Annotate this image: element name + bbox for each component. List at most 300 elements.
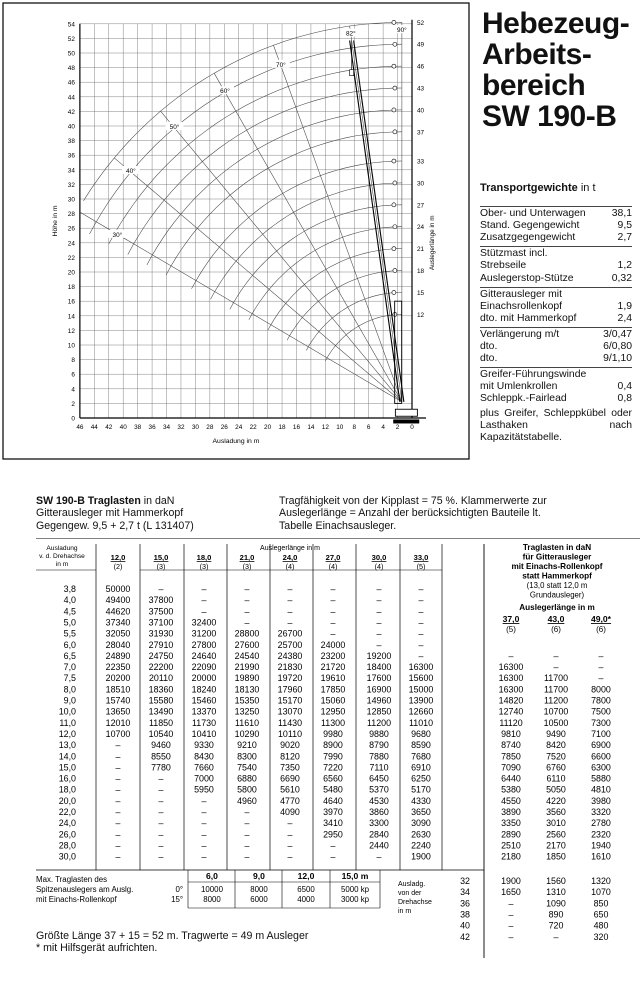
- ext-load-cell: –: [508, 920, 514, 931]
- y-tick-label: 46: [67, 79, 75, 87]
- weight-label: dto.: [480, 353, 498, 365]
- load-cell: 19720: [277, 673, 303, 684]
- right-load-cell: 7500: [591, 706, 611, 717]
- ext-load-cell: 480: [593, 920, 609, 931]
- load-cell: –: [418, 628, 424, 639]
- right-load-cell: 3560: [546, 807, 566, 817]
- right-load-cell: 11120: [499, 717, 523, 728]
- y-tick-label: 22: [67, 254, 75, 262]
- weight-label: Ober- und Unterwagen: [480, 208, 586, 220]
- weight-label: Strebseile: [480, 260, 527, 272]
- weight-value: 9/1,10: [603, 353, 632, 365]
- footer-line: * mit Hilfsgerät aufrichten.: [36, 942, 158, 954]
- load-cell: 10290: [234, 728, 260, 739]
- load-cell: 11850: [148, 717, 174, 728]
- ext-load-cell: 1560: [546, 876, 566, 886]
- right-load-cell: 2890: [501, 829, 521, 840]
- y-tick-label: 20: [67, 269, 75, 277]
- ext-load-cell: 320: [593, 931, 609, 942]
- load-cell: –: [201, 606, 207, 617]
- x-tick-label: 4: [381, 424, 385, 431]
- load-cell: 8900: [323, 740, 343, 751]
- load-cell: 10700: [105, 728, 131, 739]
- load-cell: 7880: [369, 751, 389, 762]
- load-cell: 3970: [323, 807, 343, 817]
- load-cell: 3090: [411, 818, 431, 829]
- load-cell: 13490: [148, 706, 174, 717]
- right-header-line: Grundausleger): [529, 590, 585, 600]
- right-load-cell: 7800: [591, 695, 611, 706]
- load-cell: 9210: [237, 740, 257, 751]
- y-tick-label: 30: [67, 196, 75, 204]
- ext-load-cell: 1650: [501, 887, 521, 898]
- right-load-cell: –: [508, 650, 514, 661]
- load-cell: 15580: [148, 695, 174, 706]
- load-cell: –: [158, 818, 164, 829]
- note-line: Auslegerlänge = Anzahl der berücksichtigten Bauteile lt.: [279, 507, 541, 520]
- jib-load-cell: 10000: [201, 885, 223, 894]
- jib-angle: 15°: [171, 895, 183, 904]
- load-cell: 5170: [411, 784, 431, 795]
- load-cell: –: [115, 829, 121, 840]
- radius-value: 18,0: [58, 784, 76, 795]
- jib-load-cell: 6000: [250, 895, 268, 904]
- load-cell: –: [115, 784, 121, 795]
- right-load-cell: 7090: [501, 762, 521, 773]
- boom-parts-col: (5): [416, 562, 426, 571]
- radius-value: 14,0: [58, 751, 76, 762]
- load-cell: 20000: [191, 673, 217, 684]
- right-boom-col: 49,0*: [590, 614, 612, 624]
- weight-value: 0,8: [617, 393, 632, 405]
- load-cell: 25700: [277, 639, 303, 650]
- radius-header: in m: [55, 561, 69, 568]
- load-cell: –: [287, 595, 293, 606]
- load-cell: –: [244, 840, 250, 851]
- load-cell: 13250: [234, 706, 260, 717]
- load-cell: –: [158, 795, 164, 806]
- weight-row: [480, 329, 632, 341]
- load-cell: –: [158, 840, 164, 851]
- hook-block: [350, 70, 354, 76]
- boom-marker: [392, 290, 396, 294]
- load-cell: 9020: [280, 740, 300, 751]
- ext-load-cell: 650: [593, 909, 609, 920]
- x-tick-label: 38: [134, 424, 142, 431]
- jib-length-head: 12,0: [297, 871, 315, 881]
- load-cell: 3300: [369, 818, 389, 829]
- load-table-counterweight: Gegengew. 9,5 + 2,7 t (L 131407): [36, 519, 194, 532]
- boom-length-col: 27,0: [325, 553, 341, 562]
- boom-length-col: 30,0: [371, 553, 387, 562]
- load-cell: 7350: [280, 762, 300, 773]
- boom-marker: [393, 269, 397, 273]
- load-cell: –: [115, 773, 121, 784]
- boom-marker: [392, 159, 396, 163]
- boom-parts-col: (3): [156, 562, 166, 571]
- weight-label: dto. mit Hammerkopf: [480, 312, 577, 324]
- load-cell: 7780: [151, 762, 171, 773]
- y-tick-label: 24: [67, 240, 75, 248]
- load-cell: 19610: [320, 673, 346, 684]
- jib-load-cell: 5000 kp: [340, 885, 370, 894]
- boom-marker: [392, 108, 396, 112]
- load-cell: 5610: [280, 784, 300, 795]
- title-line: Arbeits-: [482, 38, 592, 71]
- load-cell: 15170: [277, 695, 303, 706]
- load-cell: –: [244, 807, 250, 817]
- y-tick-label: 10: [67, 342, 75, 350]
- load-cell: 1900: [411, 851, 431, 862]
- crane-tracks: [393, 419, 419, 423]
- load-cell: 2840: [369, 829, 389, 840]
- load-cell: –: [376, 639, 382, 650]
- load-cell: 20200: [105, 673, 131, 684]
- right-header-line: mit Einachs-Rollenkopf: [511, 562, 603, 571]
- angle-line: [214, 73, 402, 402]
- load-cell: –: [330, 606, 336, 617]
- load-cell: –: [158, 584, 164, 594]
- load-cell: –: [376, 584, 382, 594]
- load-cell: –: [201, 829, 207, 840]
- ext-load-cell: 1070: [591, 887, 611, 898]
- ext-radius-label: Drehachse: [398, 899, 432, 906]
- weight-label: Stand. Gegengewicht: [480, 220, 580, 232]
- load-cell: 6560: [323, 773, 343, 784]
- load-cell: 20110: [148, 673, 174, 684]
- load-cell: 11610: [234, 717, 260, 728]
- right-parts-col: (6): [551, 625, 561, 634]
- right-load-cell: 6900: [591, 740, 611, 751]
- right-load-cell: 6300: [591, 762, 611, 773]
- load-cell: 32400: [191, 617, 217, 628]
- radius-value: 24,0: [58, 818, 76, 829]
- jib-load-cell: 3000 kp: [340, 895, 370, 904]
- x-tick-label: 34: [162, 424, 171, 431]
- load-cell: –: [287, 829, 293, 840]
- load-cell: 4330: [411, 795, 431, 806]
- load-cell: 9330: [194, 740, 214, 751]
- load-cell: 5370: [369, 784, 389, 795]
- boom-length-label: 52: [417, 19, 425, 27]
- right-load-cell: 11700: [543, 673, 569, 684]
- boom-marker: [393, 86, 397, 90]
- boom-arc: [147, 110, 402, 265]
- ext-radius-value: 38: [460, 909, 470, 920]
- load-cell: 24380: [277, 650, 303, 661]
- jib-label-line: mit Einachs-Rollenkopf: [36, 895, 117, 904]
- right-load-cell: 10500: [543, 717, 569, 728]
- weight-group: [480, 367, 632, 407]
- load-cell: –: [115, 795, 121, 806]
- y-tick-label: 2: [71, 400, 75, 408]
- load-cell: 4640: [323, 795, 343, 806]
- load-cell: 50000: [105, 584, 131, 594]
- jib-load-cell: 8000: [203, 895, 221, 904]
- load-cell: 17960: [277, 684, 303, 695]
- y-tick-label: 34: [67, 167, 75, 175]
- weight-label: dto.: [480, 341, 498, 353]
- x-tick-label: 14: [307, 424, 315, 431]
- load-cell: 7110: [369, 762, 389, 773]
- load-cell: 22090: [191, 662, 217, 673]
- load-cell: 6250: [411, 773, 431, 784]
- right-load-cell: 2170: [546, 840, 566, 851]
- load-cell: 10540: [148, 728, 174, 739]
- load-cell: 18400: [366, 662, 392, 673]
- load-cell: –: [418, 606, 424, 617]
- boom-length-label: 49: [417, 41, 425, 49]
- load-cell: 21720: [320, 662, 346, 673]
- boom-length-label: 12: [417, 311, 425, 319]
- angle-label: 40°: [126, 168, 136, 176]
- boom-parts-col: (3): [199, 562, 209, 571]
- boom-marker: [393, 130, 397, 134]
- load-cell: 24890: [105, 650, 131, 661]
- load-cell: 44620: [105, 606, 131, 617]
- right-load-cell: –: [553, 650, 559, 661]
- load-cell: 4090: [280, 807, 300, 817]
- weight-label: Stützmast incl.: [480, 248, 548, 260]
- x-tick-label: 32: [177, 424, 185, 431]
- load-cell: 17850: [320, 684, 346, 695]
- y-tick-label: 42: [67, 108, 75, 116]
- weight-row: [480, 353, 632, 365]
- x-tick-label: 24: [235, 424, 243, 431]
- jib-label-line: Spitzenauslegers am Auslg.: [36, 885, 134, 894]
- title-line: bereich: [482, 69, 586, 102]
- load-cell: 15000: [408, 684, 434, 695]
- radius-value: 8,0: [63, 684, 76, 695]
- boom-parts-col: (3): [242, 562, 252, 571]
- load-cell: 22200: [148, 662, 174, 673]
- weight-row: [480, 232, 632, 244]
- load-cell: 6690: [280, 773, 300, 784]
- y-tick-label: 14: [67, 313, 75, 321]
- load-table-unit: in daN: [143, 495, 175, 507]
- angle-label: 60°: [220, 88, 230, 96]
- y-tick-label: 38: [67, 138, 75, 146]
- boom-length-label: 30: [417, 180, 425, 188]
- load-cell: 37800: [148, 595, 174, 606]
- load-cell: 15060: [320, 695, 346, 706]
- right-load-cell: 2560: [546, 829, 566, 840]
- load-cell: 13070: [277, 706, 303, 717]
- load-cell: 5950: [194, 784, 214, 795]
- x-tick-label: 22: [249, 424, 257, 431]
- load-cell: 15740: [105, 695, 131, 706]
- weight-row: [480, 289, 632, 301]
- y-tick-label: 48: [67, 65, 75, 73]
- load-cell: –: [287, 606, 293, 617]
- right-load-cell: 7300: [591, 717, 611, 728]
- weight-label: mit Umlenkrollen: [480, 381, 558, 393]
- load-cell: 2630: [411, 829, 431, 840]
- load-cell: –: [115, 840, 121, 851]
- load-cell: 4960: [237, 795, 257, 806]
- load-cell: 19200: [366, 650, 392, 661]
- weight-value: 3/0,47: [603, 328, 632, 340]
- load-cell: –: [244, 818, 250, 829]
- load-cell: –: [244, 617, 250, 628]
- load-cell: 27600: [234, 639, 260, 650]
- right-parts-col: (5): [506, 625, 516, 634]
- load-cell: 27910: [148, 639, 174, 650]
- angle-label: 50°: [169, 123, 180, 131]
- load-cell: 11200: [366, 717, 392, 728]
- boom-parts-col: (4): [374, 562, 384, 571]
- load-cell: –: [244, 851, 250, 862]
- radius-value: 9,0: [63, 695, 76, 706]
- boom-marker: [392, 20, 396, 24]
- note-line: Tabelle Einachsausleger.: [279, 519, 397, 532]
- right-load-cell: 16300: [498, 662, 524, 673]
- weight-group: [480, 287, 632, 327]
- right-load-cell: –: [598, 673, 604, 684]
- load-cell: –: [158, 773, 164, 784]
- load-cell: –: [376, 606, 382, 617]
- load-cell: 26700: [277, 628, 303, 639]
- boom-length-label: 37: [417, 129, 425, 137]
- load-cell: 5800: [237, 784, 257, 795]
- load-cell: 37340: [105, 617, 131, 628]
- boom-length-label: 43: [417, 85, 425, 93]
- right-header-line: (13,0 statt 12,0 m: [526, 581, 588, 590]
- load-cell: –: [376, 617, 382, 628]
- boom-marker: [392, 203, 396, 207]
- ext-load-cell: 1090: [546, 898, 566, 909]
- load-cell: 18360: [148, 684, 174, 695]
- weight-label: Verlängerung m/t: [480, 328, 560, 340]
- boom-length-label: 33: [417, 158, 425, 166]
- load-cell: 4530: [369, 795, 389, 806]
- boom-marker: [393, 181, 397, 185]
- load-cell: –: [115, 851, 121, 862]
- angle-line: [273, 45, 401, 402]
- load-cell: 16900: [366, 684, 392, 695]
- load-cell: –: [244, 829, 250, 840]
- load-cell: 18130: [234, 684, 260, 695]
- load-cell: 13650: [105, 706, 131, 717]
- radius-value: 5,0: [63, 617, 76, 628]
- x-tick-label: 18: [278, 424, 286, 431]
- boom-arc: [287, 271, 402, 341]
- load-cell: 12850: [366, 706, 392, 717]
- right-header-line: für Gitterausleger: [522, 552, 592, 562]
- load-cell: –: [158, 851, 164, 862]
- load-cell: 18240: [191, 684, 217, 695]
- ext-load-cell: 890: [548, 909, 564, 920]
- right-load-cell: 12740: [498, 706, 524, 717]
- load-cell: 2950: [323, 829, 343, 840]
- load-cell: –: [330, 617, 336, 628]
- load-cell: 3650: [411, 807, 431, 817]
- load-cell: –: [244, 606, 250, 617]
- weight-row: [480, 393, 632, 405]
- load-cell: 28800: [234, 628, 260, 639]
- y-tick-label: 12: [67, 327, 75, 335]
- load-cell: 18510: [105, 684, 131, 695]
- jib-load-cell: 8000: [250, 885, 268, 894]
- ext-radius-label: in m: [398, 908, 412, 915]
- load-cell: 31200: [191, 628, 217, 639]
- ext-radius-value: 32: [460, 876, 470, 886]
- x-tick-label: 0: [410, 424, 414, 431]
- load-cell: –: [115, 762, 121, 773]
- load-cell: 32050: [105, 628, 131, 639]
- load-cell: 3860: [369, 807, 389, 817]
- y-tick-label: 26: [67, 225, 75, 233]
- boom-parts-col: (4): [285, 562, 295, 571]
- boom-parts-col: (4): [328, 562, 338, 571]
- ext-load-cell: –: [508, 931, 514, 942]
- load-cell: –: [201, 584, 207, 594]
- boom-axis-label: Auslegerlänge in m: [429, 215, 436, 271]
- right-load-cell: 2780: [591, 818, 611, 829]
- weight-label: Einachsrollenkopf: [480, 300, 563, 312]
- radius-value: 12,0: [58, 728, 76, 739]
- x-tick-label: 46: [76, 424, 84, 431]
- load-cell: 7000: [194, 773, 214, 784]
- right-load-cell: 6600: [591, 751, 611, 762]
- right-load-cell: 7850: [501, 751, 521, 762]
- load-cell: –: [330, 840, 336, 851]
- load-cell: –: [418, 639, 424, 650]
- load-cell: –: [201, 840, 207, 851]
- y-tick-label: 6: [71, 371, 75, 379]
- weight-row: [480, 381, 632, 393]
- load-cell: –: [244, 584, 250, 594]
- load-cell: 11430: [277, 717, 303, 728]
- y-tick-label: 28: [67, 211, 75, 219]
- load-cell: 8590: [411, 740, 431, 751]
- jib-load-cell: 4000: [297, 895, 315, 904]
- weight-value: 2,4: [617, 312, 632, 324]
- radius-value: 22,0: [58, 807, 76, 817]
- load-cell: –: [201, 595, 207, 606]
- load-cell: –: [330, 628, 336, 639]
- x-tick-label: 44: [90, 424, 98, 431]
- load-cell: –: [201, 807, 207, 817]
- ext-load-cell: 720: [548, 920, 564, 931]
- right-load-cell: 3890: [501, 807, 521, 817]
- right-load-cell: 1610: [591, 851, 611, 862]
- note-line: Tragfähigkeit von der Kipplast = 75 %. Klammerwerte zur: [279, 495, 547, 507]
- y-tick-label: 44: [67, 94, 75, 102]
- load-cell: 7220: [323, 762, 343, 773]
- right-load-cell: 7520: [546, 751, 566, 762]
- weights-heading: Transportgewichte in t: [480, 182, 596, 194]
- x-tick-label: 40: [119, 424, 127, 431]
- load-cell: 24750: [148, 650, 174, 661]
- right-load-cell: 10700: [543, 706, 569, 717]
- load-cell: –: [376, 851, 382, 862]
- right-load-cell: 5880: [591, 773, 611, 784]
- y-tick-label: 16: [67, 298, 75, 306]
- load-cell: –: [115, 740, 121, 751]
- boom-marker: [392, 64, 396, 68]
- page-title: [482, 8, 640, 132]
- boom-length-header: Auslegerlänge in m: [260, 545, 320, 552]
- load-cell: 8430: [194, 751, 214, 762]
- y-tick-label: 50: [67, 50, 75, 58]
- weight-row: [480, 248, 632, 260]
- boom-length-col: 15,0: [153, 553, 169, 562]
- load-table-subtitle: Gitterausleger mit Hammerkopf: [36, 507, 184, 520]
- load-cell: 9680: [411, 728, 431, 739]
- right-load-cell: 2320: [591, 829, 611, 840]
- weight-value: 1,9: [617, 300, 632, 312]
